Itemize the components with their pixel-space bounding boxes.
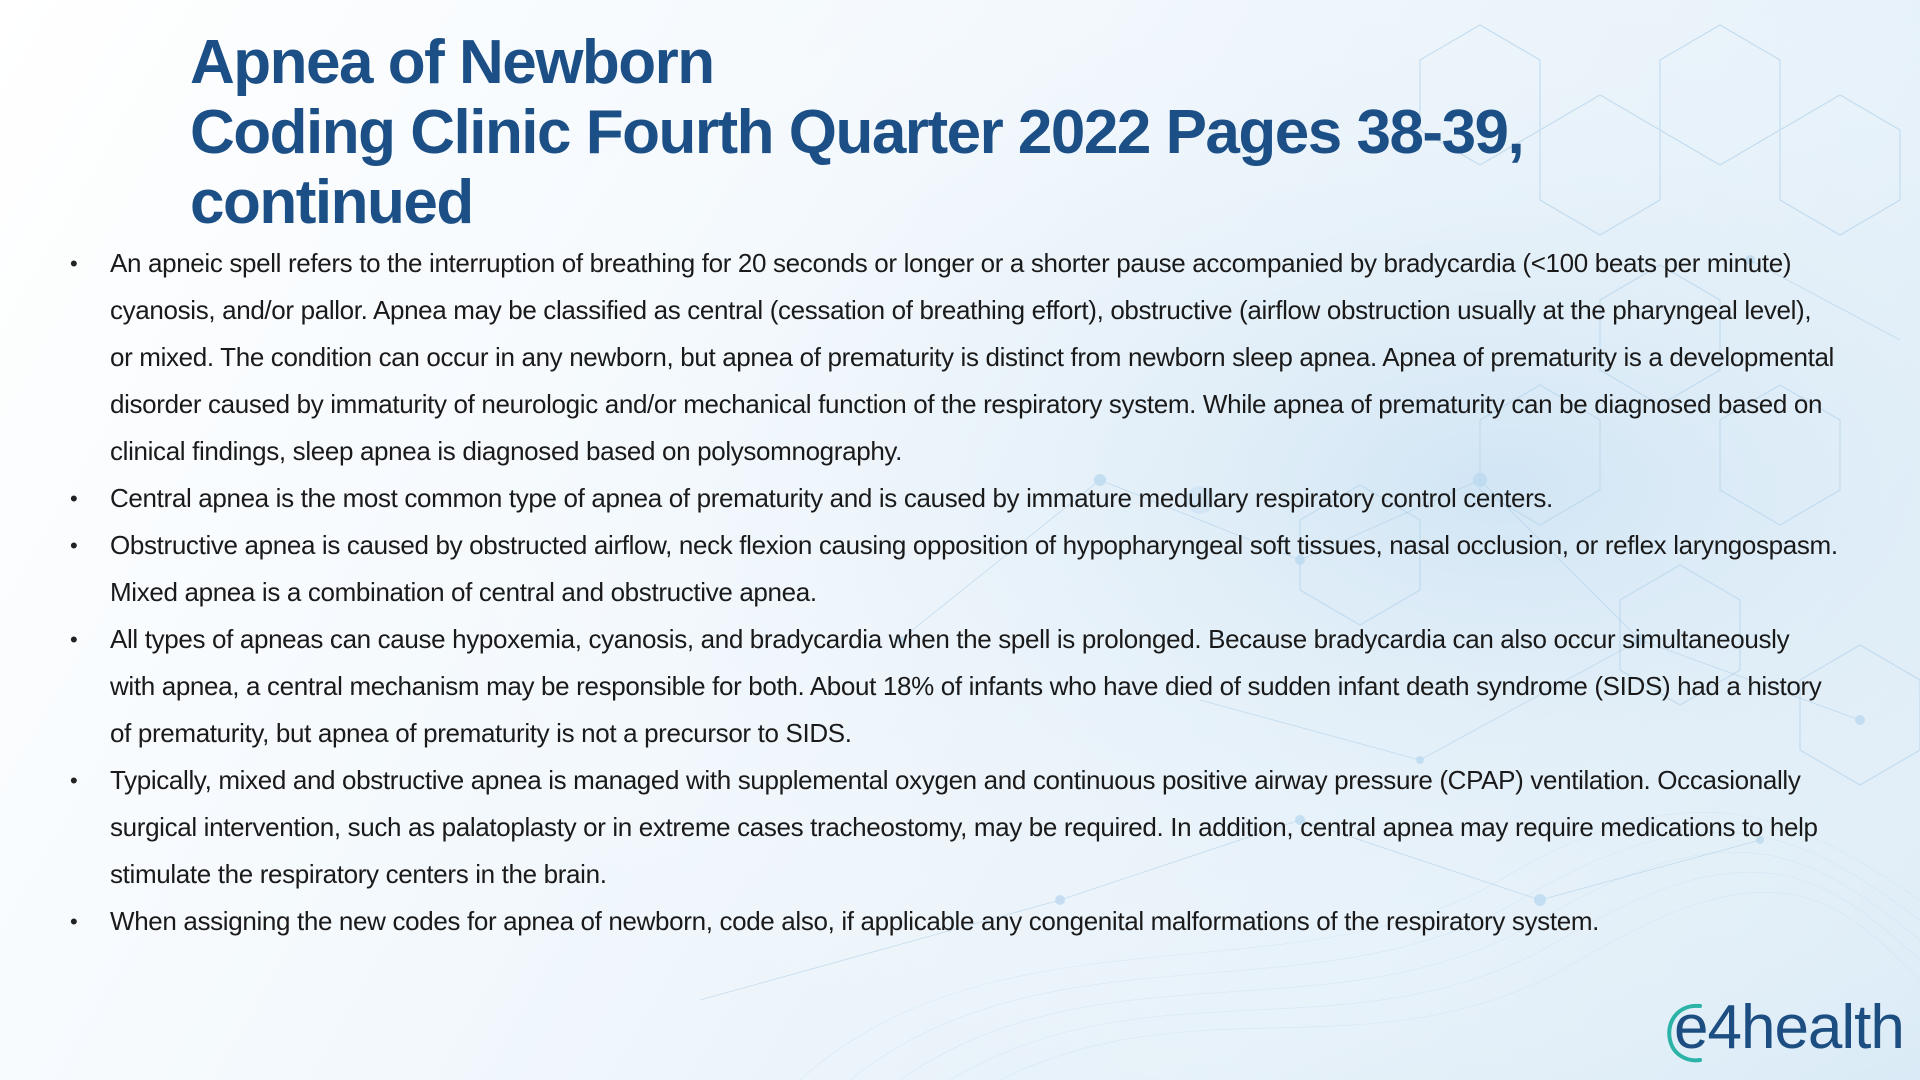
title-line: Coding Clinic Fourth Quarter 2022 Pages 38-39, <box>190 98 1524 167</box>
bullet-item: • Central apnea is the most common type of apnea of prematurity and is caused by immature medullary respiratory control centers. <box>68 475 1838 522</box>
bullet-item: • All types of apneas can cause hypoxemia, cyanosis, and bradycardia when the spell is prolonged. Because bradycardia can also occur simultaneously with apnea, a central mechanism may be responsible for both. About 18% of infants who have died of sudden infant death syndrome (SIDS) had a history of prematurity, but apnea of prematurity is not a precursor to SIDS. <box>68 616 1838 757</box>
title-line: Apnea of Newborn <box>190 28 714 97</box>
logo-text: e4health <box>1674 993 1904 1062</box>
bullet-item: • Obstructive apnea is caused by obstructed airflow, neck flexion causing opposition of hypopharyngeal soft tissues, nasal occlusion, or reflex laryngospasm. Mixed apnea is a combination of central and obstructive apnea. <box>68 522 1838 616</box>
bullet-item: • Typically, mixed and obstructive apnea is managed with supplemental oxygen and continuous positive airway pressure (CPAP) ventilation. Occasionally surgical intervention, such as palatoplasty or in extreme cases tracheostomy, may be required. In addition, central apnea may require medications to help stimulate the respiratory centers in the brain. <box>68 757 1838 898</box>
bullet-item: • An apneic spell refers to the interruption of breathing for 20 seconds or longer or a shorter pause accompanied by bradycardia (<100 beats per minute) cyanosis, and/or pallor. Apnea may be classified as central (cessation of breathing effort), obstructive (airflow obstruction usually at the pharyngeal level), or mixed. The condition can occur in any newborn, but apnea of prematurity is distinct from newborn sleep apnea. Apnea of prematurity is a developmental disorder caused by immaturity of neurologic and/or mechanical function of the respiratory system. While apnea of prematurity can be diagnosed based on clinical findings, sleep apnea is diagnosed based on polysomnography. <box>68 240 1838 475</box>
e4health-logo <box>1662 992 1902 1068</box>
slide-title <box>190 28 1690 238</box>
title-line: continued <box>190 168 473 237</box>
bullet-list <box>68 240 1838 945</box>
bullet-item: • When assigning the new codes for apnea of newborn, code also, if applicable any congenital malformations of the respiratory system. <box>68 898 1838 945</box>
